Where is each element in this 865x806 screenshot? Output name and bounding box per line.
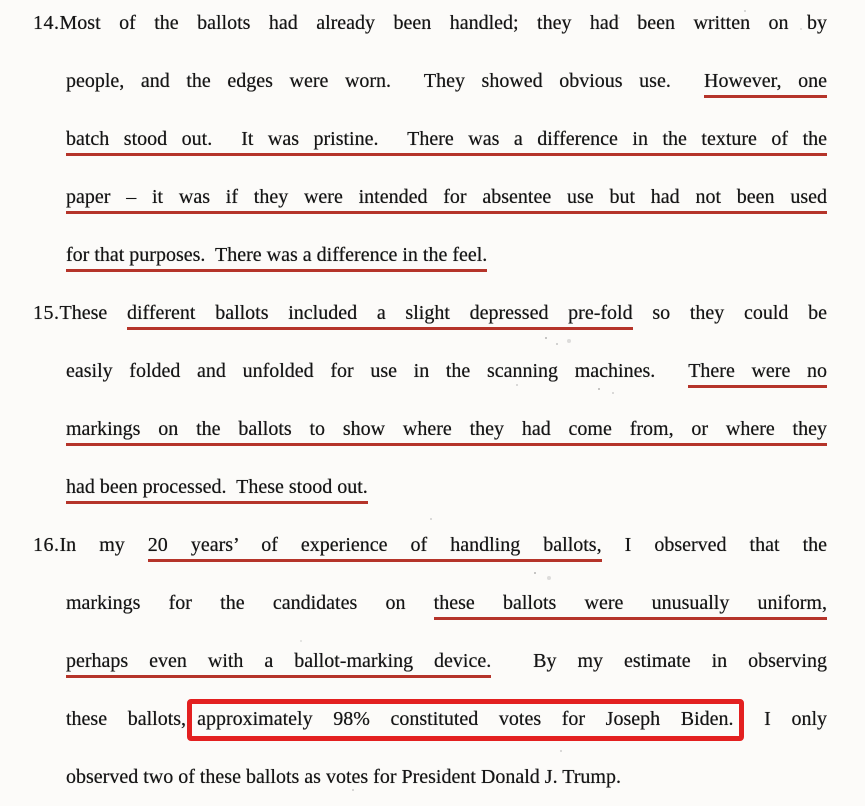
- underlined-text: paper – it was if they were intended for absentee use but had not been used: [66, 186, 827, 214]
- underlined-text: There were no: [688, 360, 827, 388]
- underlined-text: batch stood out. It was pristine. There was a difference in the texture of the: [66, 128, 827, 156]
- paragraph-16: [33, 516, 827, 806]
- boxed-highlight: approximately 98% constituted votes for Joseph Biden.: [187, 699, 743, 741]
- underlined-text: markings on the ballots to show where they had come from, or where they: [66, 418, 827, 446]
- underlined-text: However, one: [704, 70, 827, 98]
- text-run: so they could be: [632, 302, 827, 324]
- text-run: I observed that the: [601, 534, 827, 556]
- underlined-text: different ballots included a slight depressed pre-fold: [127, 302, 633, 330]
- document-line: [66, 110, 827, 168]
- text-run: Most of the ballots had already been handled; they had been written on by: [59, 12, 827, 34]
- text-run: people, and the edges were worn. They showed obvious use.: [66, 70, 705, 92]
- text-run: In my: [59, 534, 148, 556]
- document-line: [66, 168, 827, 226]
- paragraph-14: [33, 0, 827, 284]
- text-run: These: [59, 302, 127, 324]
- document-line: [66, 690, 827, 748]
- paragraph-number: 14.: [33, 12, 60, 34]
- document-line: [33, 0, 827, 52]
- document-line: [66, 632, 827, 690]
- paragraph-number: 16.: [33, 534, 60, 556]
- document-line: [66, 342, 827, 400]
- document-line: [66, 748, 827, 806]
- document-line: [66, 458, 827, 516]
- document-line: [33, 516, 827, 574]
- document-line: [66, 52, 827, 110]
- paragraph-15: [33, 284, 827, 516]
- text-run: By my estimate in observing: [491, 650, 827, 672]
- underlined-text: these ballots were unusually uniform,: [434, 592, 827, 620]
- text-run: markings for the candidates on: [66, 592, 434, 614]
- underlined-text: had been processed. These stood out.: [66, 476, 368, 504]
- underlined-text: for that purposes. There was a difference in the feel.: [66, 244, 487, 272]
- document-line: [66, 226, 827, 284]
- text-run: these ballots,: [66, 708, 187, 730]
- paragraph-number: 15.: [33, 302, 60, 324]
- underlined-text: 20 years’ of experience of handling ballots,: [148, 534, 602, 562]
- text-run: observed two of these ballots as votes for President Donald J. Trump.: [66, 766, 621, 788]
- text-run: I only: [743, 708, 827, 730]
- underlined-text: perhaps even with a ballot-marking device.: [66, 650, 491, 678]
- text-run: easily folded and unfolded for use in the scanning machines.: [66, 360, 689, 382]
- document-line: [66, 574, 827, 632]
- document-line: [66, 400, 827, 458]
- document-line: [33, 284, 827, 342]
